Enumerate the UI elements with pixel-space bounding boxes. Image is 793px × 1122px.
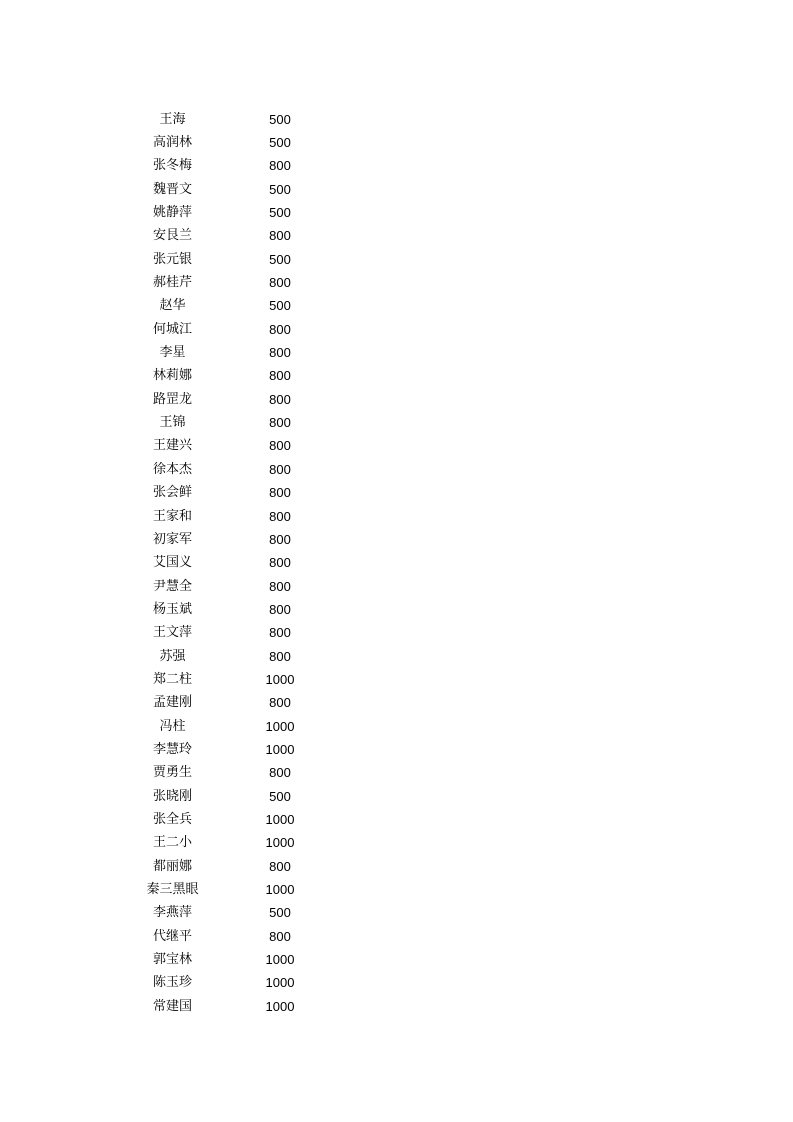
person-name: 苏强	[159, 648, 186, 664]
person-name: 赵华	[159, 298, 186, 314]
list-row	[0, 271, 793, 294]
person-name: 路罡龙	[152, 391, 192, 407]
person-name: 郝桂芹	[152, 275, 192, 291]
list-row	[0, 832, 793, 855]
list-row	[0, 248, 793, 271]
amount-value: 1000	[265, 718, 295, 734]
person-name: 李星	[159, 345, 186, 361]
amount-value: 800	[269, 345, 291, 361]
list-row	[0, 505, 793, 528]
person-name: 高润林	[152, 135, 192, 151]
list-row	[0, 762, 793, 785]
amount-value: 800	[269, 368, 291, 384]
person-name: 陈玉珍	[152, 975, 192, 991]
amount-value: 800	[269, 625, 291, 641]
person-name: 郭宝林	[152, 952, 192, 968]
person-name: 郑二柱	[152, 671, 192, 687]
person-name: 张晓刚	[152, 788, 192, 804]
list-row	[0, 738, 793, 761]
person-name: 王海	[159, 111, 186, 127]
amount-value: 1000	[265, 811, 295, 827]
amount-value: 800	[269, 765, 291, 781]
list-row	[0, 155, 793, 178]
person-name: 初家军	[152, 531, 192, 547]
list-row	[0, 598, 793, 621]
amount-value: 800	[269, 601, 291, 617]
person-name: 姚静萍	[152, 205, 192, 221]
person-name: 王二小	[152, 835, 192, 851]
amount-value: 800	[269, 555, 291, 571]
amount-value: 1000	[265, 741, 295, 757]
list-row	[0, 201, 793, 224]
amount-value: 500	[269, 788, 291, 804]
person-name: 杨玉斌	[152, 601, 192, 617]
person-name: 代继平	[152, 928, 192, 944]
list-row	[0, 855, 793, 878]
person-name: 张全兵	[152, 811, 192, 827]
list-row	[0, 435, 793, 458]
person-name: 尹慧全	[152, 578, 192, 594]
list-row	[0, 482, 793, 505]
list-row	[0, 108, 793, 131]
person-name: 王锦	[159, 415, 186, 431]
person-name: 贾勇生	[152, 765, 192, 781]
amount-value: 800	[269, 415, 291, 431]
person-name: 何城江	[152, 321, 192, 337]
person-name: 孟建刚	[152, 695, 192, 711]
list-row	[0, 552, 793, 575]
amount-value: 500	[269, 205, 291, 221]
list-row	[0, 902, 793, 925]
list-row	[0, 295, 793, 318]
person-name: 张元银	[152, 251, 192, 267]
amount-value: 800	[269, 858, 291, 874]
amount-value: 800	[269, 508, 291, 524]
list-row	[0, 995, 793, 1018]
list-row	[0, 411, 793, 434]
person-name: 冯柱	[159, 718, 186, 734]
person-name: 林莉娜	[152, 368, 192, 384]
list-row	[0, 692, 793, 715]
list-row	[0, 878, 793, 901]
list-row	[0, 925, 793, 948]
list-row	[0, 808, 793, 831]
list-row	[0, 131, 793, 154]
amount-value: 800	[269, 578, 291, 594]
name-amount-list	[0, 108, 793, 1018]
person-name: 艾国义	[152, 555, 192, 571]
amount-value: 1000	[265, 882, 295, 898]
person-name: 都丽娜	[152, 858, 192, 874]
amount-value: 800	[269, 461, 291, 477]
list-row	[0, 715, 793, 738]
amount-value: 1000	[265, 952, 295, 968]
person-name: 张会鲜	[152, 485, 192, 501]
amount-value: 800	[269, 531, 291, 547]
person-name: 王文萍	[152, 625, 192, 641]
list-row	[0, 225, 793, 248]
amount-value: 800	[269, 438, 291, 454]
amount-value: 500	[269, 298, 291, 314]
list-row	[0, 318, 793, 341]
person-name: 王家和	[152, 508, 192, 524]
list-row	[0, 365, 793, 388]
list-row	[0, 528, 793, 551]
amount-value: 500	[269, 251, 291, 267]
person-name: 魏晋文	[152, 181, 192, 197]
list-row	[0, 972, 793, 995]
amount-value: 1000	[265, 835, 295, 851]
amount-value: 800	[269, 275, 291, 291]
person-name: 李慧玲	[152, 741, 192, 757]
amount-value: 800	[269, 321, 291, 337]
amount-value: 800	[269, 391, 291, 407]
amount-value: 1000	[265, 998, 295, 1014]
person-name: 常建国	[152, 998, 192, 1014]
list-row	[0, 178, 793, 201]
person-name: 秦三黑眼	[146, 882, 199, 898]
amount-value: 800	[269, 695, 291, 711]
amount-value: 800	[269, 228, 291, 244]
person-name: 张冬梅	[152, 158, 192, 174]
list-row	[0, 388, 793, 411]
person-name: 李燕萍	[152, 905, 192, 921]
amount-value: 1000	[265, 671, 295, 687]
amount-value: 800	[269, 158, 291, 174]
amount-value: 800	[269, 485, 291, 501]
amount-value: 500	[269, 135, 291, 151]
amount-value: 1000	[265, 975, 295, 991]
amount-value: 500	[269, 181, 291, 197]
amount-value: 500	[269, 905, 291, 921]
list-row	[0, 645, 793, 668]
person-name: 王建兴	[152, 438, 192, 454]
list-row	[0, 785, 793, 808]
list-row	[0, 341, 793, 364]
list-row	[0, 622, 793, 645]
amount-value: 800	[269, 928, 291, 944]
person-name: 安艮兰	[152, 228, 192, 244]
list-row	[0, 575, 793, 598]
list-row	[0, 458, 793, 481]
amount-value: 800	[269, 648, 291, 664]
amount-value: 500	[269, 111, 291, 127]
list-row	[0, 948, 793, 971]
list-row	[0, 668, 793, 691]
person-name: 徐本杰	[152, 461, 192, 477]
